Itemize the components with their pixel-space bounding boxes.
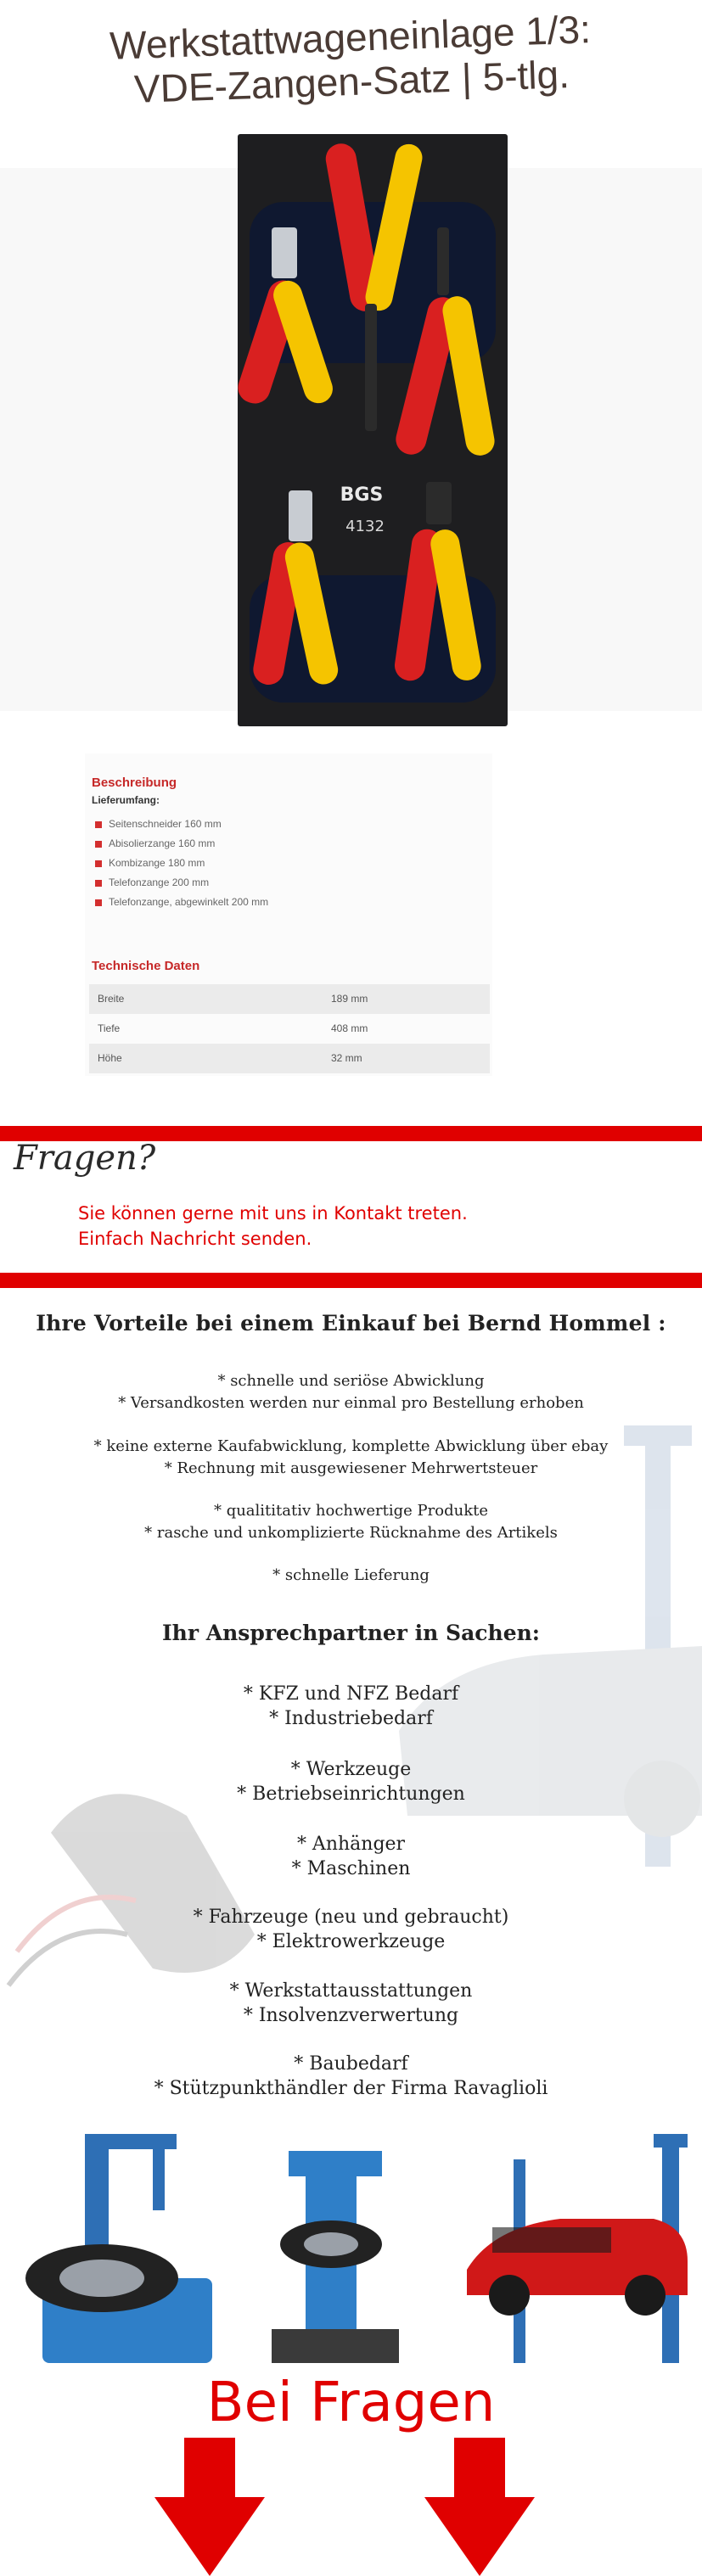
table-row [89,1014,490,1044]
advantage-item: * schnelle und seriöse Abwicklung [217,1372,485,1390]
contact-item: * Betriebseinrichtungen [237,1784,465,1805]
tire-changer-photo [8,2125,221,2372]
bullet-icon [95,860,102,867]
divider-bottom [0,1273,702,1288]
contact-person-heading: Ihr Ansprechpartner in Sachen: [161,1621,541,1645]
advantages-heading: Ihre Vorteile bei einem Einkauf bei Bernd Hommel : [36,1311,666,1336]
advantages-group [0,1370,702,1414]
tech-label: Breite [98,993,125,1005]
tech-label: Höhe [98,1052,122,1064]
plier-jaw [289,490,312,541]
tech-value: 32 mm [331,1052,362,1064]
contact-group [0,1682,702,1731]
contact-item: * Fahrzeuge (neu und gebraucht) [193,1907,509,1928]
table-row [89,984,490,1014]
advantage-item: * Versandkosten werden nur einmal pro Bestellung erhoben [118,1394,584,1412]
contact-item: * KFZ und NFZ Bedarf [243,1683,459,1705]
plier-jaw [272,227,297,278]
advantages-group [0,1436,702,1480]
tray-number: 4132 [345,518,385,535]
list-item: Telefonzange 200 mm [95,873,268,893]
contact-item: * Stützpunkthändler der Firma Ravaglioli [154,2078,548,2099]
contact-item: * Maschinen [291,1858,411,1879]
contact-group [0,1832,702,1881]
tech-table [89,984,490,1073]
product-image-tool-tray [238,134,508,726]
tech-label: Tiefe [98,1022,121,1034]
plier-jaw [437,227,449,295]
contact-line-2: Einfach Nachricht senden. [78,1229,312,1249]
contact-group [0,1979,702,2028]
contact-link[interactable] [78,1201,468,1252]
bullet-icon [95,899,102,906]
tech-value: 189 mm [331,993,368,1005]
delivery-list [95,815,268,912]
bullet-icon [95,880,102,887]
list-item: Abisolierzange 160 mm [95,834,268,854]
contact-line-1: Sie können gerne mit uns in Kontakt treten. [78,1203,468,1224]
description-heading: Beschreibung [92,776,177,790]
tech-value: 408 mm [331,1022,368,1034]
car-lift-photo [458,2125,702,2372]
list-item: Telefonzange, abgewinkelt 200 mm [95,893,268,912]
contact-item: * Elektrowerkzeuge [256,1931,446,1952]
tech-heading: Technische Daten [92,959,200,973]
advantage-item: * schnelle Lieferung [272,1566,430,1584]
title-line-2: VDE-Zangen-Satz | 5-tlg. [133,52,570,111]
advantage-item: * keine externe Kaufabwicklung, komplette Abwicklung über ebay [93,1437,609,1455]
advantages-group [0,1500,702,1544]
contact-item: * Werkzeuge [290,1759,412,1780]
bullet-icon [95,841,102,848]
contact-item: * Industriebedarf [269,1708,433,1729]
advantage-item: * Rechnung mit ausgewiesener Mehrwertsteuer [164,1459,538,1477]
list-item: Kombizange 180 mm [95,854,268,873]
contact-group [0,2052,702,2101]
contact-item: * Baubedarf [294,2053,408,2075]
contact-item: * Werkstattausstattungen [229,1980,473,2002]
advantage-item: * rasche und unkomplizierte Rücknahme des Artikels [144,1524,558,1542]
contact-group [0,1905,702,1954]
contact-item: * Anhänger [296,1834,406,1855]
wheel-balancer-photo [255,2125,424,2372]
title-line-1: Werkstattwageneinlage 1/3: [109,7,592,68]
plier-jaw [426,482,452,524]
arrow-down-icon [424,2438,535,2576]
arrow-down-icon [154,2438,265,2576]
tray-logo: BGS [340,484,384,506]
fragen-title: Fragen? [14,1139,156,1178]
advantages-group [0,1565,702,1587]
cta-text[interactable]: Bei Fragen [206,2372,496,2434]
product-description [85,753,492,1076]
page-title [0,3,702,116]
table-row [89,1044,490,1073]
delivery-scope-label: Lieferumfang: [92,794,160,806]
list-item: Seitenschneider 160 mm [95,815,268,834]
bullet-icon [95,821,102,828]
contact-item: * Insolvenzverwertung [243,2005,459,2026]
contact-group [0,1757,702,1806]
advantage-item: * qualititativ hochwertige Produkte [213,1502,489,1520]
plier-jaw [365,304,377,431]
